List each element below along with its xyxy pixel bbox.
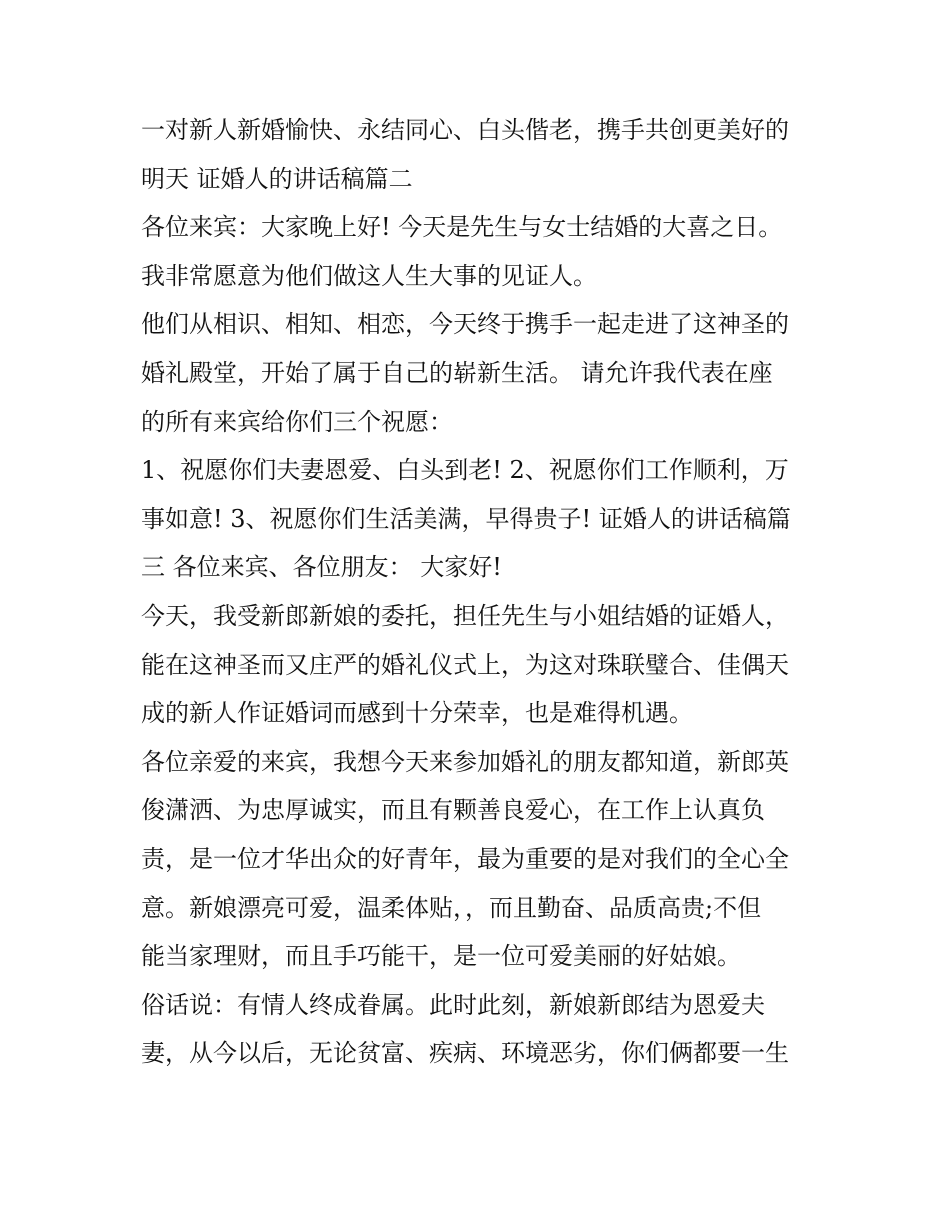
text-line: 三 各位来宾、各位朋友： 大家好! [141, 553, 502, 582]
text-line: 事如意! 3、祝愿你们生活美满，早得贵子! 证婚人的讲话稿篇 [141, 504, 791, 533]
text-line: 俗话说：有情人终成眷属。此时此刻，新娘新郎结为恩爱夫 [141, 990, 765, 1019]
text-line: 今天，我受新郎新娘的委托，担任先生与小姐结婚的证婚人， [141, 601, 789, 630]
text-line: 1、祝愿你们夫妻恩爱、白头到老! 2、祝愿你们工作顺利，万 [141, 456, 789, 485]
text-line: 一对新人新婚愉快、永结同心、白头偕老，携手共创更美好的 [141, 116, 789, 144]
text-line: 各位亲爱的来宾，我想今天来参加婚礼的朋友都知道，新郎英 [141, 747, 789, 776]
text-line: 他们从相识、相知、相恋，今天终于携手一起走进了这神圣的 [141, 310, 789, 339]
text-line: 能在这神圣而又庄严的婚礼仪式上，为这对珠联璧合、佳偶天 [141, 650, 789, 679]
document-body [141, 106, 816, 1078]
text-line: 俊潇洒、为忠厚诚实，而且有颗善良爱心，在工作上认真负 [141, 796, 765, 825]
text-line: 责，是一位才华出众的好青年，最为重要的是对我们的全心全 [141, 844, 789, 873]
text-line: 的所有来宾给你们三个祝愿： [141, 407, 453, 436]
text-line: 成的新人作证婚词而感到十分荣幸，也是难得机遇。 [141, 699, 693, 728]
text-line: 婚礼殿堂，开始了属于自己的崭新生活。 请允许我代表在座 [141, 358, 773, 387]
text-line: 能当家理财，而且手巧能干，是一位可爱美丽的好姑娘。 [141, 942, 741, 971]
text-line: 我非常愿意为他们做这人生大事的见证人。 [141, 261, 597, 290]
text-line: 明天 证婚人的讲话稿篇二 [141, 164, 413, 193]
text-line: 意。新娘漂亮可爱，温柔体贴，，而且勤奋、品质高贵;不但 [141, 893, 762, 922]
text-line: 各位来宾：大家晚上好! 今天是先生与女士结婚的大喜之日。 [141, 213, 783, 242]
text-line: 妻，从今以后，无论贫富、疾病、环境恶劣，你们俩都要一生 [141, 1039, 789, 1068]
